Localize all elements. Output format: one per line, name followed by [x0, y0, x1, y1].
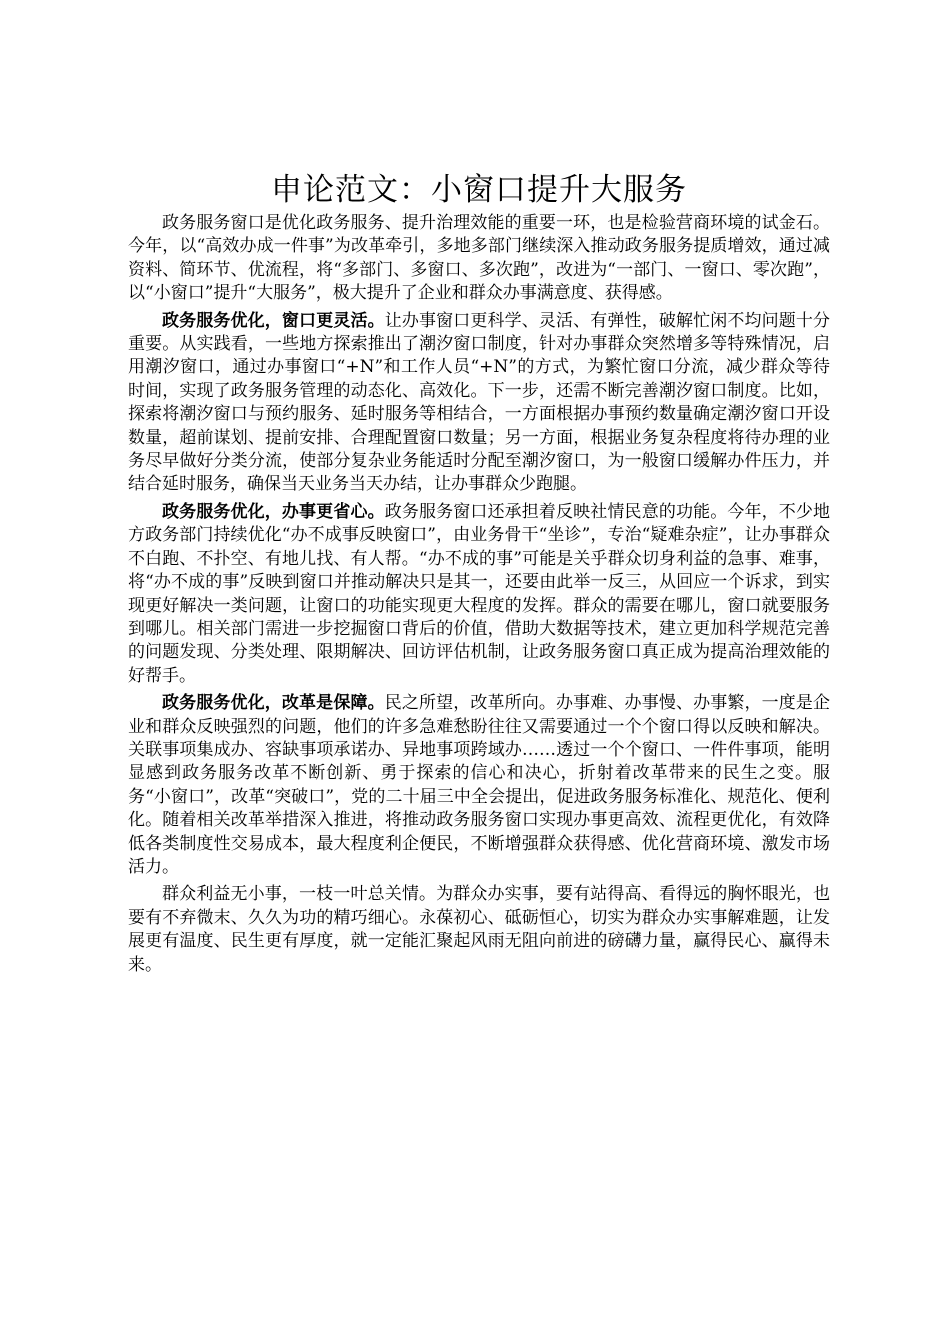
paragraph-text: 民之所望，改革所向。办事难、办事慢、办事繁，一度是企业和群众反映强烈的问题，他们的许多急难愁盼往往又需要通过一个个窗口得以反映和解决。关联事项集成办、容缺事项承诺办、异地事项跨域办……透过一个个窗口、一件件事项，能明显感到政务服务改革不断创新、勇于探索的信心和决心，折射着改革带来的民生之变。服务“小窗口”，改革“突破口”，党的二十届三中全会提出，促进政务服务标准化、规范化、便利化。随着相关改革举措深入推进，将推动政务服务窗口实现办事更高效、流程更优化，有效降低各类制度性交易成本，最大程度利企便民，不断增强群众获得感、优化营商环境、激发市场活力。 [128, 693, 831, 877]
paragraph-reform [128, 692, 830, 879]
paragraph-text: 政务服务窗口还承担着反映社情民意的功能。今年，不少地方政务部门持续优化“办不成事反映窗口”，由业务骨干“坐诊”，专治“疑难杂症”，让办事群众不白跑、不扑空、有地儿找、有人帮。“办不成的事”可能是关乎群众切身利益的急事、难事，将“办不成的事”反映到窗口并推动解决只是其一，还要由此举一反三，从回应一个诉求，到实现更好解决一类问题，让窗口的功能实现更大程度的发挥。群众的需要在哪儿，窗口就要服务到哪儿。相关部门需进一步挖掘窗口背后的价值，借助大数据等技术，建立更加科学规范完善的问题发现、分类处理、限期解决、回访评估机制，让政务服务窗口真正成为提高治理效能的好帮手。 [128, 501, 831, 686]
paragraph-text: 政务服务窗口是优化政务服务、提升治理效能的重要一环，也是检验营商环境的试金石。今年，以“高效办成一件事”为改革牵引，多地多部门继续深入推动政务服务提质增效，通过减资料、简环节、优流程，将“多部门、多窗口、多次跑”，改进为“一部门、一窗口、零次跑”，以“小窗口”提升“大服务”，极大提升了企业和群众办事满意度、获得感。 [128, 213, 830, 304]
document-title: 申论范文：小窗口提升大服务 [271, 172, 687, 208]
paragraph-conclusion [128, 883, 830, 977]
paragraph-text: 群众利益无小事，一枝一叶总关情。为群众办实事，要有站得高、看得远的胸怀眼光，也要有不弃微末、久久为功的精巧细心。永葆初心、砥砺恒心，切实为群众办实事解难题，让发展更有温度、民生更有厚度，就一定能汇聚起风雨无阻向前进的磅礴力量，赢得民心、赢得未来。 [128, 884, 830, 975]
paragraph-text: 让办事窗口更科学、灵活、有弹性，破解忙闲不均问题十分重要。从实践看，一些地方探索推出了潮汐窗口制度，针对办事群众突然增多等特殊情况，启用潮汐窗口，通过办事窗口“+N”和工作人员“+N”的方式，为繁忙窗口分流，减少群众等待时间，实现了政务服务管理的动态化、高效化。下一步，还需不断完善潮汐窗口制度。比如，探索将潮汐窗口与预约服务、延时服务等相结合，一方面根据办事预约数量确定潮汐窗口开设数量，超前谋划、提前安排、合理配置窗口数量；另一方面，根据业务复杂程度将待办理的业务尽早做好分类分流，使部分复杂业务能适时分配至潮汐窗口，为一般窗口缓解办件压力，并结合延时服务，确保当天业务当天办结，让办事群众少跑腿。 [128, 310, 831, 495]
paragraph-lead: 政务服务优化，办事更省心。 [162, 501, 385, 522]
paragraph-intro [128, 212, 830, 306]
paragraph-lead: 政务服务优化，改革是保障。 [162, 693, 385, 714]
paragraph-worry-free [128, 501, 830, 688]
document-body [128, 170, 830, 981]
paragraph-window-flexible [128, 310, 830, 497]
paragraph-lead: 政务服务优化，窗口更灵活。 [162, 310, 385, 331]
